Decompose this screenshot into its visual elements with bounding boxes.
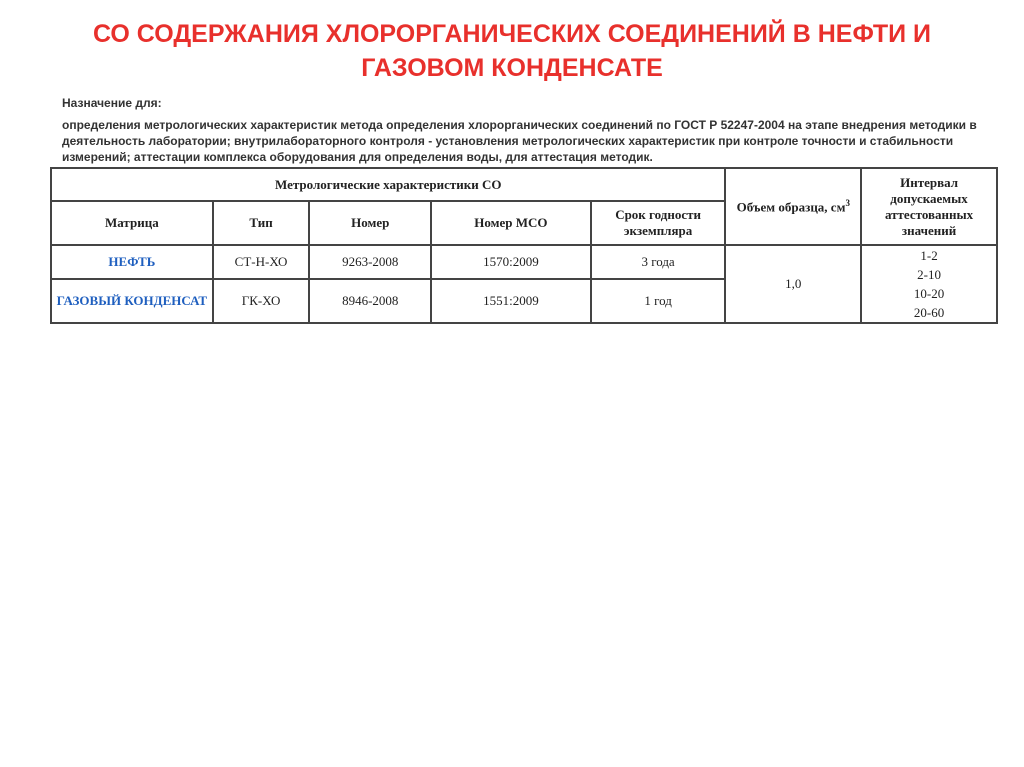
col-header-matrix: Матрица	[51, 201, 213, 245]
interval-values-cell	[861, 245, 997, 323]
reference-materials-table	[50, 167, 998, 324]
number-cell: 8946-2008	[309, 279, 431, 323]
purpose-label: Назначение для:	[62, 96, 162, 110]
group-header: Метрологические характеристики СО	[51, 168, 725, 201]
number-cell: 9263-2008	[309, 245, 431, 279]
volume-header-text: Объем образца, см	[736, 199, 846, 215]
interval-value: 1-2	[920, 248, 938, 263]
title-line-1: СО СОДЕРЖАНИЯ ХЛОРОРГАНИЧЕСКИХ СОЕДИНЕНИЙ В НЕФТИ И	[92, 20, 931, 48]
header-row-1	[51, 168, 997, 201]
matrix-cell: ГАЗОВЫЙ КОНДЕНСАТ	[51, 279, 213, 323]
shelf-life-cell: 1 год	[591, 279, 726, 323]
title-line-2: ГАЗОВОМ КОНДЕНСАТЕ	[361, 54, 663, 82]
interval-header: Интервал допускаемых аттестованных значений	[861, 168, 997, 245]
mso-cell: 1570:2009	[431, 245, 591, 279]
mso-cell: 1551:2009	[431, 279, 591, 323]
col-header-type: Тип	[213, 201, 310, 245]
interval-value: 2-10	[917, 267, 941, 282]
volume-header	[725, 168, 861, 245]
page-title	[0, 17, 1024, 85]
interval-value: 20-60	[913, 305, 945, 320]
matrix-cell: НЕФТЬ	[51, 245, 213, 279]
type-cell: ГК-ХО	[213, 279, 310, 323]
col-header-shelf-life: Срок годности экземпляра	[591, 201, 726, 245]
volume-unit-sup: 3	[845, 197, 850, 208]
interval-value: 10-20	[913, 286, 945, 301]
purpose-section	[62, 95, 982, 165]
table-row	[51, 245, 997, 279]
purpose-text: определения метрологических характеристик метода определения хлорорганических соединений по ГОСТ Р 52247-2004 на этапе внедрения методики в деятельность лаборатории; внутрилабораторного контроля - установления метрологических характеристик при контроле точности и стабильности измерений; аттестации комплекса оборудования для определения воды, для аттестация методик.	[62, 118, 977, 164]
col-header-number: Номер	[309, 201, 431, 245]
col-header-mso: Номер МСО	[431, 201, 591, 245]
shelf-life-cell: 3 года	[591, 245, 726, 279]
volume-value-cell: 1,0	[725, 245, 861, 323]
type-cell: СТ-Н-ХО	[213, 245, 310, 279]
